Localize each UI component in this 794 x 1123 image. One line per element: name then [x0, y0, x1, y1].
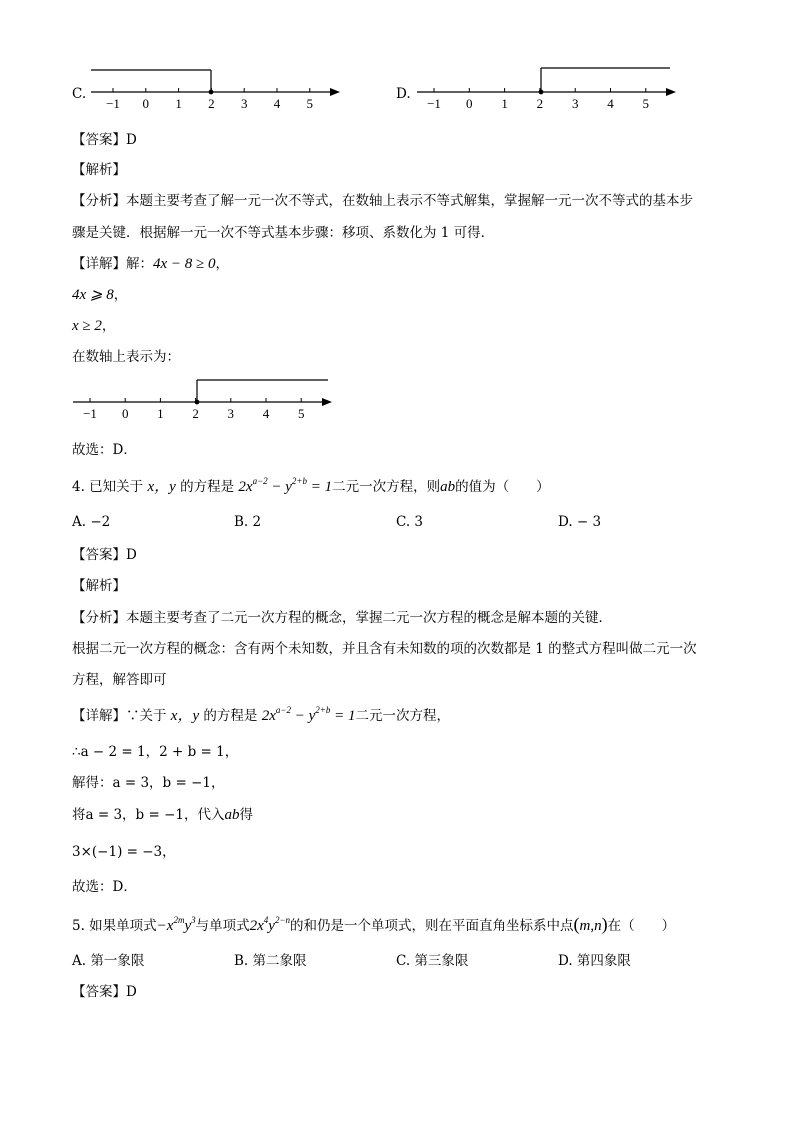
q5-stem-suffix: 的和仍是一个单项式，则在平面直角坐标系中点 [290, 918, 574, 934]
number-line-tick-label: 4 [262, 406, 270, 421]
number-line-tick-label: 3 [240, 96, 248, 111]
q4-stem-ab: ab [440, 479, 456, 495]
q5-monomial-1: $-x^{2m}y^3$ [156, 915, 196, 934]
q3-detail-prefix: 【详解】解： [72, 256, 153, 272]
q4-conclusion: 故选：D． [72, 879, 137, 895]
number-line-c [88, 62, 348, 112]
number-line-tick-label: −1 [427, 96, 441, 111]
number-line-tick-label: 2 [536, 96, 544, 111]
number-line-tick-label: 3 [571, 96, 579, 111]
q4-stem-mid: 的方程是 [180, 479, 235, 495]
q5-option-d: D. 第四象限 [558, 953, 631, 969]
q3-detail-line: 【详解】解：4x − 8 ≥ 0， [72, 256, 230, 272]
q3-analysis-line1: 【分析】本题主要考查了解一元一次不等式，在数轴上表示不等式解集，掌握解一元一次不等式的基本步 [72, 193, 693, 209]
q4-detail-vars: x，y [170, 708, 200, 724]
q4-stem [72, 477, 550, 498]
q4-substitute [72, 805, 253, 825]
q5-stem-end: 在（ ） [607, 918, 676, 934]
q5-option-b: B. 第二象限 [234, 953, 307, 969]
number-line-tick-label: −1 [106, 96, 120, 111]
q4-option-d: D. − 3 [558, 514, 602, 530]
number-line-tick-label: 5 [306, 96, 314, 111]
q4-therefore: ∴a − 2 = 1，2 + b = 1， [72, 744, 239, 760]
q4-detail-mid: 的方程是 [203, 708, 258, 724]
q5-stem-prefix: 5. 如果单项式 [72, 918, 157, 934]
q5-stem: 5. 如果单项式$-x^{2m}y^3$与单项式$2x^4y^{2-n}$的和仍是一个单项式，则在平面直角坐标系中点(m,n)在（ ） [72, 914, 676, 934]
option-d-label: D. [396, 86, 411, 102]
q3-step2: 4x ⩾ 8 [72, 287, 114, 303]
q5-point: m,n [579, 918, 602, 934]
q4-equation: $2x^{a-2} - y^{2+b} = 1$ [238, 476, 333, 495]
q3-step3: x ≥ 2 [72, 318, 102, 334]
q3-step1: 4x − 8 ≥ 0 [153, 256, 216, 272]
q4-sub-suffix: 得 [239, 807, 253, 823]
q5-monomial-2: $2x^4y^{2-n}$ [249, 915, 291, 934]
number-line-d [414, 62, 684, 112]
number-line-tick-label: 4 [607, 96, 614, 111]
q4-calc: 3×(−1) = −3， [72, 844, 176, 860]
q4-analysis-line1: 【分析】本题主要考查了二元一次方程的概念，掌握二元一次方程的概念是解本题的关键． [72, 610, 612, 626]
q3-analysis-heading: 【解析】 [72, 162, 126, 178]
q4-analysis-heading: 【解析】 [72, 578, 126, 594]
q4-detail-suffix: 二元一次方程， [355, 708, 450, 724]
q4-analysis-line3: 方程，解答即可 [72, 672, 167, 688]
q4-detail [72, 706, 450, 727]
q4-option-b: B. 2 [234, 514, 262, 530]
q4-detail-prefix: 【详解】∵关于 [72, 708, 167, 724]
q4-analysis-line2: 根据二元一次方程的概念：含有两个未知数，并且含有未知数的项的次数都是 1 的整式方程叫做二元一次 [72, 641, 697, 657]
q4-sub-ab: ab [224, 807, 240, 823]
q4-solve: 解得：a = 3，b = −1， [72, 775, 225, 791]
number-line-tick-label: 1 [157, 406, 164, 421]
q4-stem-prefix: 4. 已知关于 [72, 479, 144, 495]
number-line-tick-label: 3 [227, 406, 235, 421]
option-c-label: C. [72, 86, 87, 102]
number-line-tick-label: 0 [121, 406, 129, 421]
q3-step3-line: x ≥ 2， [72, 318, 116, 334]
q4-answer: 【答案】D [72, 547, 137, 563]
q5-answer: 【答案】D [72, 984, 137, 1000]
q4-sub-prefix: 将a = 3，b = −1，代入 [72, 807, 225, 823]
q3-conclusion: 故选：D． [72, 442, 137, 458]
number-line-tick-label: 5 [642, 96, 650, 111]
q4-option-c: C. 3 [396, 514, 424, 530]
number-line-tick-label: 4 [273, 96, 281, 111]
q3-step2-line: 4x ⩾ 8， [72, 287, 128, 303]
number-line-solution [70, 374, 340, 424]
q4-stem-suffix: 二元一次方程，则 [332, 479, 441, 495]
q3-axis-caption: 在数轴上表示为： [72, 349, 180, 365]
number-line-tick-label: 2 [192, 406, 199, 421]
q3-answer: 【答案】D [72, 132, 137, 148]
q3-analysis-line2: 骤是关键．根据解一元一次不等式基本步骤：移项、系数化为 1 可得． [72, 225, 495, 241]
number-line-tick-label: 1 [175, 96, 182, 111]
q4-stem-vars: x，y [147, 479, 176, 495]
q4-option-a: A. −2 [72, 514, 111, 530]
number-line-tick-label: 2 [208, 96, 215, 111]
number-line-tick-label: 0 [466, 96, 473, 111]
q5-stem-mid: 与单项式 [195, 918, 250, 934]
number-line-tick-label: 5 [297, 406, 305, 421]
q5-option-a: A. 第一象限 [72, 953, 145, 969]
number-line-tick-label: 1 [501, 96, 508, 111]
number-line-tick-label: −1 [83, 406, 97, 421]
number-line-tick-label: 0 [142, 96, 150, 111]
q4-detail-equation: $2x^{a-2} - y^{2+b} = 1$ [261, 705, 356, 724]
q4-stem-end: 的值为（ ） [455, 479, 550, 495]
q5-option-c: C. 第三象限 [396, 953, 469, 969]
